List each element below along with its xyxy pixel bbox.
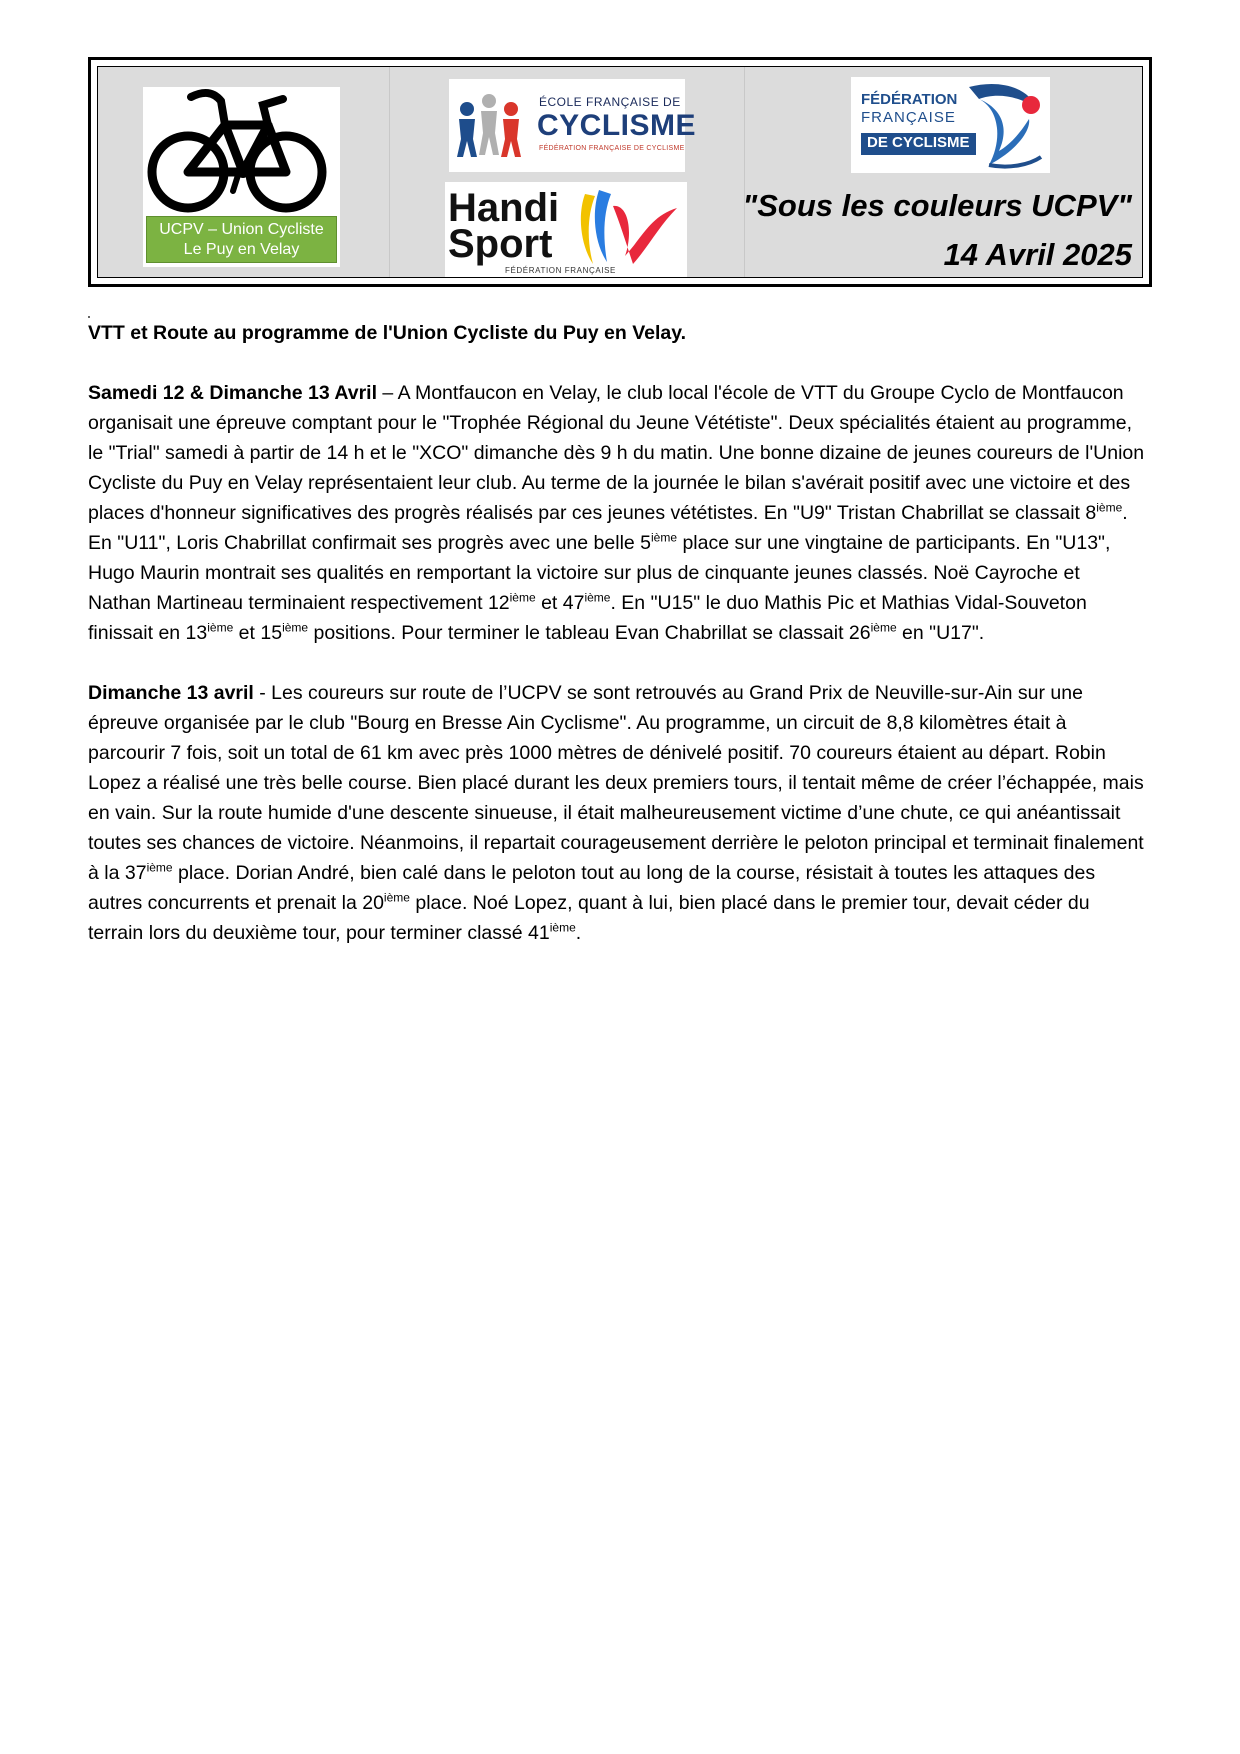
- ordinal-suffix: ième: [1096, 500, 1123, 515]
- handi-logo-line1: Handi: [448, 186, 560, 230]
- article-paragraph-2: [88, 678, 1148, 948]
- ordinal-suffix: ième: [207, 620, 234, 635]
- ffc-logo: [851, 77, 1050, 173]
- article-body: [88, 318, 1148, 978]
- ordinal-suffix: ième: [584, 590, 611, 605]
- ucpv-logo: [143, 87, 340, 267]
- ordinal-suffix: ième: [549, 920, 576, 935]
- paragraph-lead: Samedi 12 & Dimanche 13 Avril: [88, 382, 378, 404]
- paragraph-lead: Dimanche 13 avril: [88, 682, 254, 704]
- ordinal-suffix: ième: [383, 890, 410, 905]
- paragraph-text: place. Noé Lopez, quant à lui, bien placé dans le premier tour, devait céder du terrain lors du deuxième tour, pour terminer classé 41: [88, 892, 1090, 944]
- children-figures-icon: [449, 79, 529, 172]
- ucpv-name-band: [146, 216, 337, 263]
- ecole-logo-line1: ÉCOLE FRANÇAISE DE: [539, 95, 681, 109]
- paragraph-text: place sur une vingtaine de participants. En "U13", Hugo Maurin montrait ses qualités en remportant la victoire sur plus de cinquante jeunes classés. Noë Cayroche et Nathan Martineau terminaient respectivement 12: [88, 532, 1111, 614]
- ffc-emblem-icon: [959, 79, 1049, 171]
- paragraph-text: . En "U15" le duo Mathis Pic et Mathias Vidal-Souveton finissait en 13: [88, 592, 1087, 644]
- ecole-logo-line2: CYCLISME: [537, 109, 697, 142]
- ffc-logo-line1: FÉDÉRATION: [861, 91, 958, 108]
- header-divider: [389, 67, 390, 277]
- paragraph-text: et 47: [535, 592, 585, 614]
- ucpv-band-line2: Le Puy en Velay: [183, 241, 300, 258]
- article-headline: VTT et Route au programme de l'Union Cycliste du Puy en Velay.: [88, 322, 687, 344]
- bicycle-icon: [143, 87, 340, 217]
- paragraph-text: en "U17".: [896, 622, 985, 644]
- header-divider: [744, 67, 745, 277]
- handi-logo-line2: Sport: [448, 222, 553, 266]
- ucpv-band-line1: UCPV – Union Cycliste: [159, 221, 324, 238]
- header-title: "Sous les couleurs UCPV": [742, 188, 1132, 223]
- handisport-logo: [445, 182, 687, 277]
- ordinal-suffix: ième: [146, 860, 173, 875]
- paragraph-text: – A Montfaucon en Velay, le club local l'école de VTT du Groupe Cyclo de Montfaucon organisait une épreuve comptant pour le "Trophée Régional du Jeune Vététiste". Deux spécialités étaient au programme, le "Trial" samedi à partir de 14 h et le "XCO" dimanche dès 9 h du matin. Une bonne dizaine de jeunes coureurs de l'Union Cycliste du Puy en Velay représentaient leur club. Au terme de la journée le bilan s'avérait positif avec une victoire et des places d'honneur significatives des progrès réalisés par ces jeunes vététistes. En "U9" Tristan Chabrillat se classait 8: [88, 382, 1145, 524]
- header-frame: [88, 57, 1152, 287]
- ffc-logo-line3: DE CYCLISME: [861, 133, 976, 155]
- ffc-logo-line2: FRANÇAISE: [861, 109, 956, 126]
- ordinal-suffix: ième: [651, 530, 678, 545]
- paragraph-text: . En "U11", Loris Chabrillat confirmait ses progrès avec une belle 5: [88, 502, 1128, 554]
- handi-logo-line3: FÉDÉRATION FRANÇAISE: [505, 266, 616, 275]
- ordinal-suffix: ième: [870, 620, 897, 635]
- header-panel: [97, 66, 1143, 278]
- ordinal-suffix: ième: [509, 590, 536, 605]
- paragraph-text: place. Dorian André, bien calé dans le peloton tout au long de la course, résistait à toutes les attaques des autres concurrents et prenait la 20: [88, 862, 1096, 914]
- paragraph-text: positions. Pour terminer le tableau Evan Chabrillat se classait 26: [308, 622, 871, 644]
- ecole-cyclisme-logo: [449, 79, 697, 172]
- header-date: 14 Avril 2025: [943, 237, 1132, 272]
- paragraph-text: et 15: [233, 622, 283, 644]
- article-paragraph-1: [88, 378, 1148, 648]
- handisport-emblem-icon: [573, 186, 683, 268]
- ecole-logo-line3: FÉDÉRATION FRANÇAISE DE CYCLISME: [539, 145, 685, 152]
- paragraph-text: .: [575, 922, 582, 944]
- ordinal-suffix: ième: [282, 620, 309, 635]
- paragraph-text: - Les coureurs sur route de l’UCPV se sont retrouvés au Grand Prix de Neuville-sur-Ain sur une épreuve organisée par le club "Bourg en Bresse Ain Cyclisme". Au programme, un circuit de 8,8 kilomètres était à parcourir 7 fois, soit un total de 61 km avec près 1000 mètres de dénivelé positif. 70 coureurs étaient au départ. Robin Lopez a réalisé une très belle course. Bien placé durant les deux premiers tours, il tentait même de créer l’échappée, mais en vain. Sur la route humide d'une descente sinueuse, il était malheureusement victime d’une chute, ce qui anéantissait toutes ses chances de victoire. Néanmoins, il repartait courageusement derrière le peloton principal et terminait finalement à la 37: [88, 682, 1144, 884]
